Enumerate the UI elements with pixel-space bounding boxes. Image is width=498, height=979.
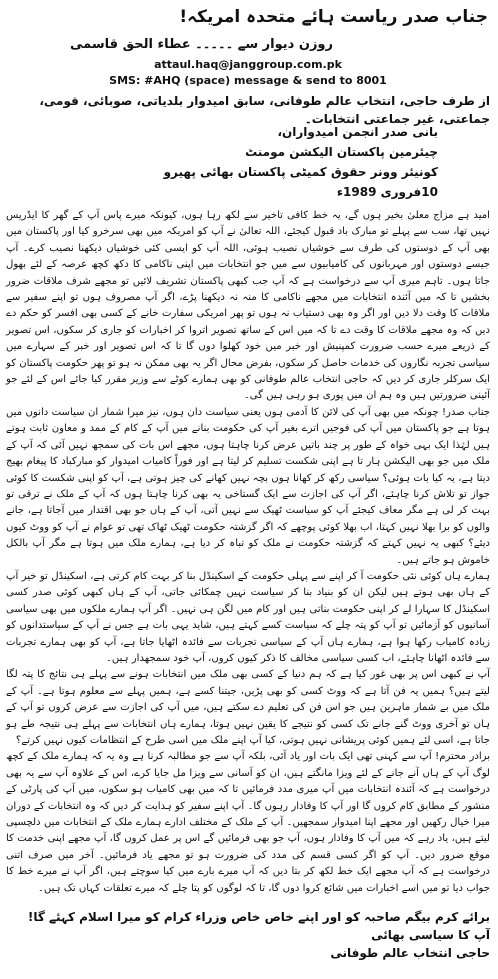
body-paragraph: ہمارے ہاں کوئی نئی حکومت آ کر اپنے سے پہلی حکومت کے اسکینڈل بنا کر بہت کام کرتی ہے، اسکینڈل تو خیر آپ کے ہاں بھی ہوتے ہیں لیکن ان کو بنیاد بنا کر سیاست نہیں چمکائی جاتی، آپ کے ہاں کبھی کوئی صدر کسی اسکینڈل کا سہارا لے کر اپنی حکومت بناتی ہیں اور کام میں لگن ہی نہیں۔ اگر آپ ہمارے ملکوں میں بھی سیاسی آسانیوں کو آزمائیں تو آپ کو پتہ چلے کہ سیاست کسے کہتے ہیں، شاید یہی بات ہے جس نے آپ کے سیاستدانوں کو زیادہ کامیاب رکھا ہوا ہے، ہمارے ہاں آپ کے سیاسی تجربات سے فائدہ اٹھایا جاتا ہے، آپ کو بھی ہمارے تجربات سے فائدہ اٹھانا چاہئے، اب کسی سیاسی مخالف کا ذکر کیوں کروں، آپ خود سمجھدار ہیں۔ [6,570,490,664]
address-line: چیئرمین پاکستان الیکشن مومنٹ [245,145,438,159]
address-line: کونیئر وونر حقوق کمیٹی پاکستان بھائی پھیرو [163,165,438,179]
page-title: جناب صدر ریاست ہائے متحدہ امریکہ! [179,7,488,27]
signature-name: حاجی انتخاب عالم طوفانی [330,946,490,960]
body-paragraph: آپ نے کبھی اس پر بھی غور کیا ہے کہ ہم دنیا کے کسی بھی ملک میں انتخابات ہونے سے پہلے ہی نتائج کا پتہ لگا لیتے ہیں؟ ہمیں یہ فن آتا ہے کہ ووٹ کسی کو بھی پڑیں، جیتنا کسے ہے، ہمیں پہلے سے معلوم ہوتا ہے۔ آپ کے ملک میں بے شمار ماہرین ہیں جو اس فن کی تعلیم دے سکتے ہیں، میں آپ کی اجازت سے عرض کروں تو آپ کے ہاں تو آخری ووٹ گنے جانے تک کسی کو نتیجے کا یقین نہیں ہوتا، ہمارے ہاں انتخابات سے پہلے ہی نتیجہ طے ہو جاتا ہے، اسی لئے ہمیں کوئی پریشانی نہیں ہوتی، کیا آپ اپنے ملک میں اسی طرح کے انتظامات کیوں نہیں کرتے؟ [6,669,490,746]
letter-sender-line: از طرف حاجی، انتخاب عالم طوفانی، سابق امیدوار بلدیاتی، صوبائی، قومی، جماعتی، غیر جماعتی انتخابات۔ [39,94,490,126]
column-byline: روزن دیوار سے ۔۔۔۔۔ عطاء الحق قاسمی [70,37,333,52]
letter-body [6,208,490,897]
body-paragraph: جناب صدر! چونکہ میں بھی آپ کی لائن کا آدمی ہوں یعنی سیاست دان ہوں، نیز میرا شمار ان سیاست دانوں میں ہوتا ہے جو پاکستان میں آپ کی فوجیں اترے بغیر آپ کی حکومت بنانے میں آپ کے کام کے ممد و معاون ثابت ہوتے ہیں لہٰذا ایک بہی خواہ کے طور پر چند باتیں عرض کرنا چاہتا ہوں، مجھے اس بات کی سمجھ نہیں آئی کہ آپ کے ملک میں جو بھی الیکشن ہار تا ہے اپنی شکست تسلیم کر لیتا ہے اور فوراً کامیاب امیدوار کو مبارکباد کا پیغام بھیج دیتا ہے، یہ کیا بات ہوئی؟ سیاسی رکھ کر کھانا ہوں بچہ نہیں کھانے کی چیز ہوتی ہے، آپ کو اپنی شکست کا کوئی جواز تو تلاش کرنا چاہئے، اگر آپ کی اجازت سے ایک گستاخی یہ بھی کرنا چاہتا ہوں کہ آپ کے ملک نے ترقی تو بہت کر لی ہے مگر معاف کیجئے آپ کو سیاست ٹھیک سے نہیں آتی، آپ کے ہاں جو بھی اقتدار میں آجاتا ہے، جانے والوں کو برا بھلا نہیں کہتا، اب بھلا کوئی پوچھے کہ اگر گزشتہ حکومت ٹھیک ٹھاک تھی تو عوام نے آپ کو ووٹ کیوں دیئے؟ کبھی یہ نہیں کہتے کہ گزشتہ حکومت نے ملک کو تباہ کر دیا ہے، ہمارے ملک میں ہوتا ہے مگر آپ بالکل خاموش ہو جاتے ہیں۔ [6,406,490,566]
letter-date: 10فروری 1989ء [336,185,438,199]
sender-address-block [58,122,438,202]
address-line: بانی صدر انجمن امیدواران، [277,125,438,139]
body-paragraph: برادر محترم! آپ سے کہنی تھی ایک بات اور یاد آئی، بلکہ آپ سے جو مطالبہ کرنا ہے وہ یہ کہ ہمارے ملک کے کچھ لوگ آپ کے ہاں آنے جانے کے لئے ویزا مانگتے ہیں، ان کو آسانی سے ویزا مل جایا کرے، اس کے علاوہ آپ سے یہ بھی درخواست ہے کہ آئندہ انتخابات میں آپ میری مدد فرمائیں تا کہ میں بھی کامیاب ہو سکوں، میں آپ کی پارٹی کے منشور کے مطابق کام کروں گا اور آپ کا وفادار رہوں گا۔ آپ اپنے سفیر کو ہدایت کر دیں کہ وہ انتخابات کے دوران میرا خیال رکھیں اور مجھے اپنا امیدوار سمجھیں۔ آپ کے ملک کے مختلف ادارے ہمارے ملک کے انتخابات میں دلچسپی لیتے ہیں، یاد رہے کہ میں آپ کا وفادار ہوں، آپ جو بھی فرمائیں گے اس پر عمل کروں گا، آپ مجھے اپنی خدمت کا موقع ضرور دیں۔ آپ کو اگر کسی قسم کی مدد کی ضرورت ہو تو مجھے یاد فرمائیں۔ آخر میں صرف اتنی درخواست ہے کہ آپ مجھے ایک خط لکھ کر بتا دیں کہ آپ میرے بارے میں کیا سوچتے ہیں، اگر آپ نے میرے خط کا جواب دیا تو میں اسے اخبارات میں شائع کروا دوں گا، تا کہ لوگوں کو پتا چلے کہ میرے تعلقات کہاں تک ہیں۔ [6,751,490,894]
closing-relation: آپ کا سیاسی بھائی [371,928,490,942]
body-paragraph: امید ہے مزاج معلیٰ بخیر ہوں گے، یہ خط کافی تاخیر سے لکھ رہا ہوں، کیونکہ میرے پاس آپ کے گھر کا ایڈریس نہیں تھا، سب سے پہلے تو مبارک باد قبول کیجئے، اللہ تعالیٰ نے آپ کو امریکہ میں بھی سرخرو کیا اور پاکستان میں بھی آپ کے دوستوں کی طرف سے خوشیاں نصیب ہوئی، اللہ آپ کو ایسی کئی خوشیاں دیکھنا نصیب کرے۔ آپ جیسے دوستوں اور مہربانوں کی کامیابیوں سے میں جو انتخابات میں اپنی ناکامی کا دکھ کچھ عرصہ کے لئے بھول جاتا ہوں۔ تاہم میری آپ سے درخواست ہے کہ آپ جب کبھی پاکستان تشریف لائیں تو مجھے شرف ملاقات ضرور بخشیں تا کہ میں آئندہ انتخابات میں مجھے ناکامی کا منہ نہ دیکھنا پڑے، اگر آپ مصروف ہوں تو اپنے سفیر سے ملاقات کا وقت دلا دیں اور اگر وہ بھی دستیاب نہ ہوں تو پھر امریکی سفارت خانے کے کسی بھی افسر کو حکم دے دیں کہ وہ مجھے ملاقات کا وقت دے تا کہ میں اس کے ساتھ تصویر اتروا کر اخبارات کو جاری کر سکوں، اس تصویر کے ذریعے میرے حسب ضرورت کمپنیش اور خبر میں خود کھلوا دوں گا تا کہ اس تصویر اور خبر کے سہارے میں سیاسی تجربہ نگاروں کی خدمات حاصل کر سکوں، بفرض محال اگر یہ بھی ممکن نہ ہو تو پھر حکومت پاکستان کو ایک سرکلر جاری کر دیں کہ حاجی انتخاب عالم طوفانی کو بھی ہمارے کوٹے سے وزیر مقرر کیا جائے اس کے لئے جو آئینی ضرورتیں ہیں وہ ہم ان میں پوری ہو رہی ہیں گی۔ [6,210,490,402]
author-email: attaul.haq@janggroup.com.pk [154,58,342,71]
sms-instruction: SMS: #AHQ (space) message & send to 8001 [109,74,387,87]
closing-greeting: برائے کرم بیگم صاحبہ کو اور اپنے خاص خاص وزراء کرام کو میرا اسلام کہئے گا! [27,910,490,924]
letter-closing [6,908,490,962]
